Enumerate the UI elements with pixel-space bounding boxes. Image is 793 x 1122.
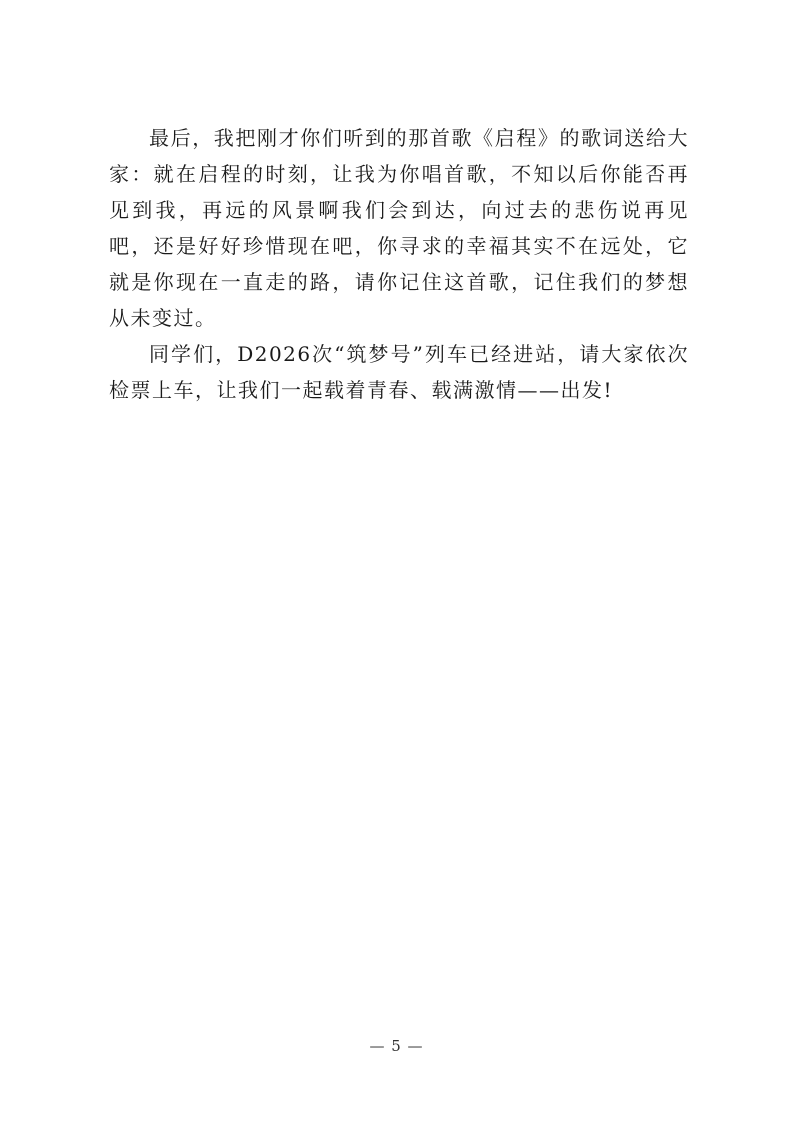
page-number: — 5 — [369, 1037, 424, 1055]
paragraph-lyrics: 最后，我把刚才你们听到的那首歌《启程》的歌词送给大家：就在启程的时刻，让我为你唱首歌，不知以后你能否再见到我，再远的风景啊我们会到达，向过去的悲伤说再见吧，还是好好珍惜现在吧，你寻求的幸福其实不在远处，它就是你现在一直走的路，请你记住这首歌，记住我们的梦想从未变过。 [109, 126, 689, 330]
paragraph-departure: 同学们，D2026次“筑梦号”列车已经进站，请大家依次检票上车，让我们一起载着青春、载满激情——出发! [109, 342, 689, 402]
document-body [109, 120, 689, 408]
